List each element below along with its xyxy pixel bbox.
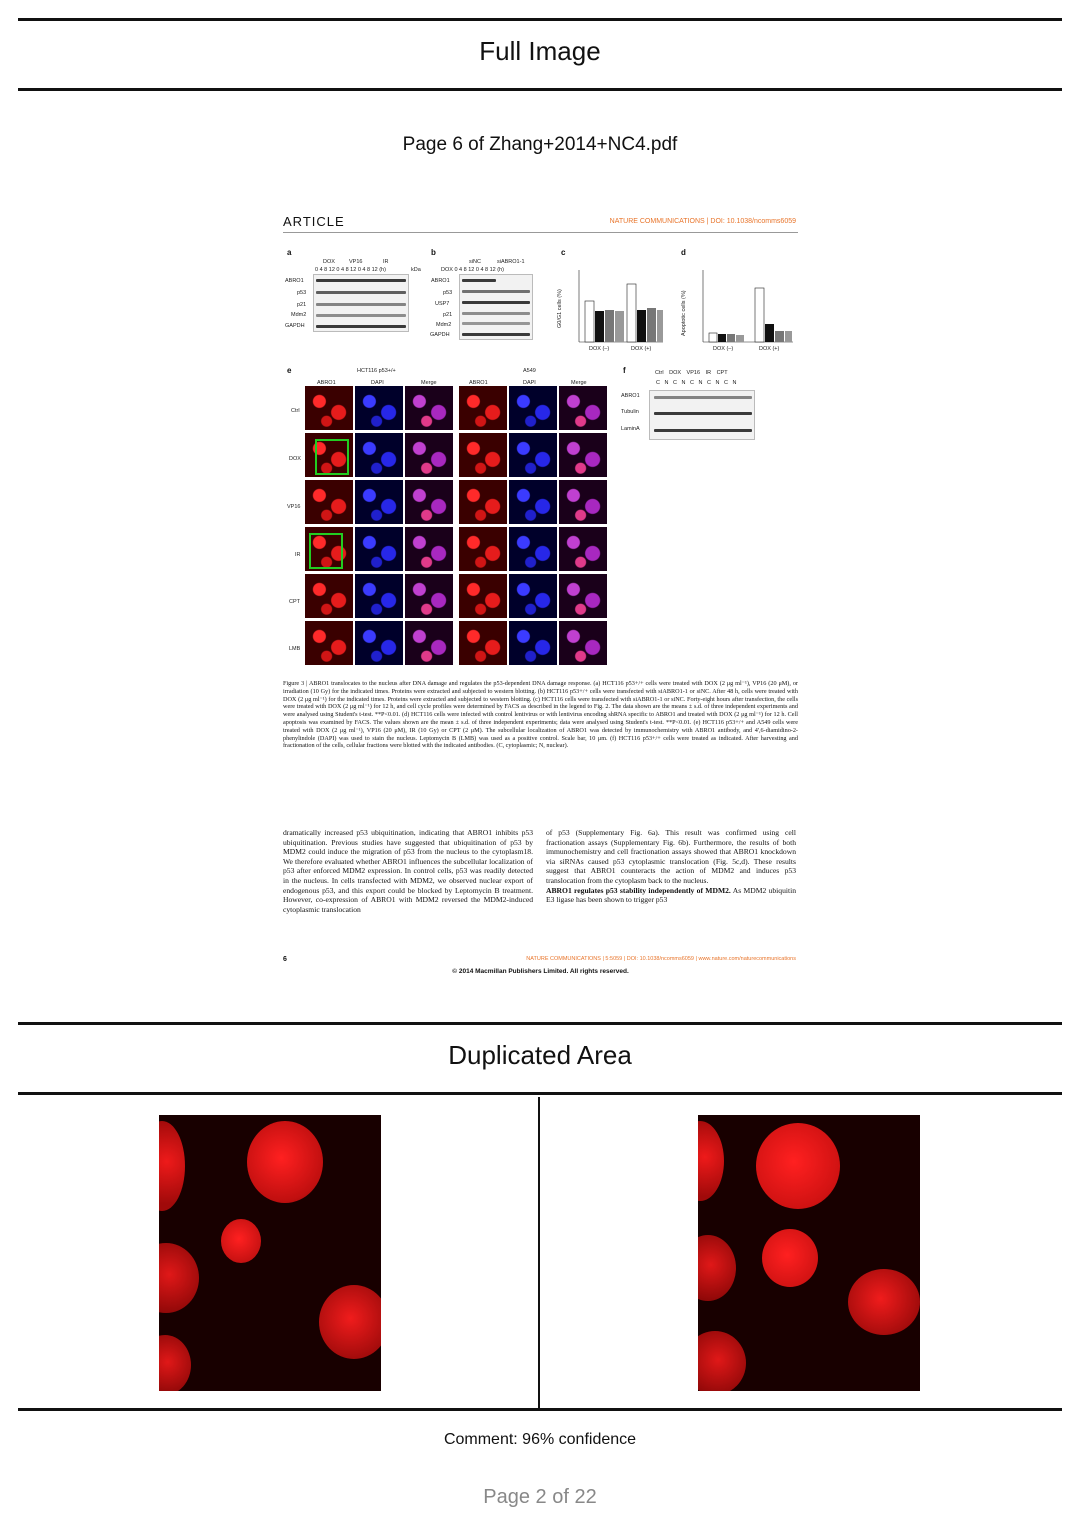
micrograph-tile (405, 386, 453, 430)
panel-a-blot (313, 274, 409, 332)
body-text-right-heading: ABRO1 regulates p53 stability independently of MDM2. (546, 885, 731, 895)
body-text-right-main: of p53 (Supplementary Fig. 6a). This result was confirmed using cell fractionation assays (Supplementary Fig. 6b). Furthermore, the results of both immunochemistry and cell fractionation assays showed that ABRO1 knockdown via siRNAs caused p53 cytoplasmic translocation (Fig. 5c,d). These results suggest that ABRO1 counteracts the action of MDM2 and induces p53 translocation from the cytoplasm back to the nucleus. (546, 828, 796, 885)
panel-c-group-dox-plus: DOX (+) (631, 346, 652, 352)
micrograph-tile (305, 574, 353, 618)
micrograph-tile (405, 527, 453, 571)
panel-e-col-abro1-a549: ABRO1 (469, 380, 488, 386)
micrograph-tile (305, 480, 353, 524)
micrograph-tile (559, 574, 607, 618)
panel-a-kda: kDa (411, 267, 421, 273)
panel-a-row-abro1: ABRO1 (285, 278, 304, 284)
panel-e-col-merge: Merge (421, 380, 437, 386)
micrograph-tile (355, 386, 403, 430)
panel-e-row-vp16: VP16 (287, 504, 301, 510)
panel-f-treatment-vp16: VP16 (686, 370, 701, 376)
top-rule (18, 18, 1062, 21)
panel-f-blot (649, 390, 755, 440)
article-header-rule (283, 232, 798, 233)
panel-e-row-lmb: LMB (289, 646, 301, 652)
panel-e-col-merge-a549: Merge (571, 380, 587, 386)
duplicated-area-title: Duplicated Area (448, 1040, 632, 1070)
nucleus (319, 1285, 381, 1359)
panel-label-b: b (431, 248, 436, 257)
panel-a-row-gapdh: GAPDH (285, 323, 305, 329)
panel-c-group-dox-minus: DOX (–) (589, 346, 610, 352)
nucleus (848, 1269, 920, 1335)
micrograph-tile (459, 480, 507, 524)
micrograph-tile (509, 621, 557, 665)
panel-e-col-abro1: ABRO1 (317, 380, 336, 386)
micrograph-tile (459, 433, 507, 477)
nucleus (159, 1243, 199, 1313)
panel-label-e: e (287, 366, 292, 375)
article-section-label: ARTICLE (283, 214, 345, 229)
micrograph-tile (355, 527, 403, 571)
panel-d-group-dox-plus: DOX (+) (759, 346, 780, 352)
panel-f-treatment-ctrl: Ctrl (655, 370, 664, 376)
panel-e-col-dapi-a549: DAPI (523, 380, 536, 386)
panel-f-row-abro1: ABRO1 (621, 393, 640, 399)
panel-b-row-usp7: USP7 (435, 301, 450, 307)
panel-b-row-p21: p21 (443, 312, 453, 318)
nucleus (698, 1121, 724, 1201)
micrograph-tile (509, 386, 557, 430)
panel-a-group-vp16: VP16 (349, 259, 363, 265)
micrograph-tile (459, 527, 507, 571)
micrograph-tile (559, 621, 607, 665)
micrograph-tile (305, 386, 353, 430)
panel-f-treatment-cpt: CPT (716, 370, 728, 376)
panel-b-group-siabro1: siABRO1-1 (497, 259, 525, 265)
header-bottom-rule (18, 88, 1062, 91)
panel-c-ylabel: G0/G1 cells (%) (557, 289, 563, 328)
panel-e-row-ctrl: Ctrl (291, 408, 300, 414)
panel-e-col-dapi: DAPI (371, 380, 384, 386)
article-page-number: 6 (283, 956, 287, 963)
panel-b-row-abro1: ABRO1 (431, 278, 450, 284)
panel-label-f: f (623, 366, 626, 375)
panel-b-dox-row: DOX 0 4 8 12 0 4 8 12 (h) (441, 267, 504, 273)
micrograph-tile (559, 480, 607, 524)
footer-page-number: Page 2 of 22 (483, 1486, 597, 1508)
micrograph-tile (305, 621, 353, 665)
nucleus (762, 1229, 818, 1287)
duplicated-top-rule (18, 1022, 1062, 1025)
micrograph-tile (559, 433, 607, 477)
micrograph-tile (405, 433, 453, 477)
nucleus (698, 1235, 736, 1301)
micrograph-tile (509, 527, 557, 571)
micrograph-tile (509, 480, 557, 524)
duplicated-bottom-rule (18, 1408, 1062, 1411)
body-text-left: dramatically increased p53 ubiquitination, indicating that ABRO1 inhibits p53 ubiquitination. Previous studies have suggested that ubiquitination of p53 by MDM2 could induce the migration of p53 from the nucleus to the cytoplasm18. We therefore evaluated whether ABRO1 influences the subcellular localization of p53 after enforced MDM2 expression. In control cells, p53 was readily detected in the nucleus. In cells transfected with MDM2, we observed nuclear export of endogenous p53, and this export could be blocked by Leptomycin B treatment. However, co-expression of ABRO1 with MDM2 reversed the MDM2-induced cytoplasmic translocation (283, 828, 533, 914)
micrograph-tile (355, 574, 403, 618)
panel-label-c: c (561, 248, 566, 257)
nucleus (247, 1121, 323, 1203)
micrograph-tile (559, 527, 607, 571)
nucleus (159, 1335, 191, 1391)
panel-d-chart (699, 268, 795, 346)
panel-e-micrograph-grid (305, 388, 615, 688)
highlight-box (309, 533, 343, 569)
article-journal-header: NATURE COMMUNICATIONS | DOI: 10.1038/ncomms6059 (609, 218, 796, 225)
panel-f-fractions: C N C N C N C N C N (656, 380, 737, 386)
panel-b-group-sinc: siNC (469, 259, 481, 265)
duplicated-crop-left (159, 1115, 381, 1391)
confidence-comment: Comment: 96% confidence (443, 1431, 637, 1448)
panel-d-ylabel: Apoptotic cells (%) (681, 290, 687, 336)
duplicated-divider (538, 1097, 540, 1410)
article-page (283, 208, 798, 978)
panel-c-chart (575, 268, 665, 346)
duplicated-crop-right (698, 1115, 920, 1391)
micrograph-tile (459, 386, 507, 430)
micrograph-tile (405, 621, 453, 665)
panel-b-row-p53: p53 (443, 290, 453, 296)
panel-a-row-mdm2: Mdm2 (291, 312, 307, 318)
panel-e-row-dox: DOX (289, 456, 301, 462)
body-text-right (546, 828, 796, 905)
panel-b-blot (459, 274, 533, 340)
article-copyright: © 2014 Macmillan Publishers Limited. All rights reserved. (452, 968, 629, 975)
micrograph-tile (459, 574, 507, 618)
panel-a-group-ir: IR (383, 259, 389, 265)
panel-label-a: a (287, 248, 292, 257)
micrograph-tile (355, 433, 403, 477)
micrograph-tile (509, 433, 557, 477)
body-text-right-tail: As MDM2 ubiquitin E3 ligase has been shown to trigger p53 (546, 885, 797, 905)
micrograph-tile (509, 574, 557, 618)
panel-e-line-a549: A549 (523, 368, 536, 374)
panel-a-row-p53: p53 (297, 290, 307, 296)
panel-a-time-row: 0 4 8 12 0 4 8 12 0 4 8 12 (h) (315, 267, 386, 273)
nucleus (221, 1219, 261, 1263)
panel-f-treatment-dox: DOX (669, 370, 682, 376)
panel-a-row-p21: p21 (297, 302, 307, 308)
panel-e-line-hct116: HCT116 p53+/+ (357, 368, 396, 374)
nucleus (756, 1123, 840, 1209)
panel-f-row-lamina: LaminA (621, 426, 640, 432)
article-journal-footer: NATURE COMMUNICATIONS | 5:5059 | DOI: 10.1038/ncomms6059 | www.nature.com/naturecommunications (526, 956, 796, 962)
micrograph-tile (405, 480, 453, 524)
panel-a-group-dox: DOX (323, 259, 335, 265)
figure-caption: Figure 3 | ABRO1 translocates to the nucleus after DNA damage and regulates the p53-dependent DNA damage response. (a) HCT116 p53+/+ cells were treated with DOX (2 μg ml⁻¹), VP16 (20 μM), or irradiation (10 Gy) for the indicated times. Proteins were extracted and subjected to western blotting. (b) HCT116 p53+/+ cells were transfected with siABRO1-1 or siNC. After 48 h, cells were treated with DOX (2 μg ml⁻¹) for the indicated times. Proteins were extracted and subjected to western blotting. (c) HCT116 cells were transfected with siABRO1-1 or siNC. Forty-eight hours after transfection, the cells were treated with DOX (2 μg ml⁻¹) for 12 h, and cell cycle profiles were determined by FACS as described in the legend to Fig. 2. The data shown are the means ± s.d. of three independent experiments and were analysed using Student's t-test. **P<0.01. (d) HCT116 cells were infected with control lentivirus or with lentivirus encoding shRNA specific to ABRO1 and treated with DOX (2 μg ml⁻¹) for 12 h. Cell apoptosis was examined by FACS. The values shown are the mean ± s.d. of three independent experiments; data were analysed using Student's t-test. **P<0.01. (e) HCT116 p53+/+ and A549 cells were treated with DOX (2 μg ml⁻¹), VP16 (20 μM), IR (10 Gy) or CPT (2 μM). The subcellular localization of ABRO1 was detected by immunochemistry with ABRO1 antibody, and 4',6-diamidino-2-phenylindole (DAPI) was used to stain the nucleus. Leptomycin B (LMB) was used as a positive control. Scale bar, 10 μm. (f) HCT116 p53+/+ cells were treated as indicated. After harvesting and fractionation of the cells, cellular fractions were blotted with the indicated antibodies. (C, cytoplasmic; N, nuclear). (283, 680, 798, 750)
micrograph-tile (459, 621, 507, 665)
panel-b-row-mdm2: Mdm2 (436, 322, 452, 328)
panel-e-row-ir: IR (295, 552, 301, 558)
nucleus (159, 1121, 185, 1211)
micrograph-tile (355, 480, 403, 524)
micrograph-tile (559, 386, 607, 430)
panel-f-row-tubulin: Tubulin (621, 409, 639, 415)
panel-f-treatments (655, 370, 728, 376)
panel-d-group-dox-minus: DOX (–) (713, 346, 734, 352)
panel-f-treatment-ir: IR (705, 370, 712, 376)
duplicated-header-rule (18, 1092, 1062, 1095)
nucleus (698, 1331, 746, 1391)
micrograph-tile (355, 621, 403, 665)
micrograph-tile (405, 574, 453, 618)
panel-e-row-cpt: CPT (289, 599, 300, 605)
source-page-label: Page 6 of Zhang+2014+NC4.pdf (402, 134, 678, 155)
full-image-title: Full Image (479, 36, 601, 66)
highlight-box (315, 439, 349, 475)
panel-b-row-gapdh: GAPDH (430, 332, 450, 338)
panel-label-d: d (681, 248, 686, 257)
